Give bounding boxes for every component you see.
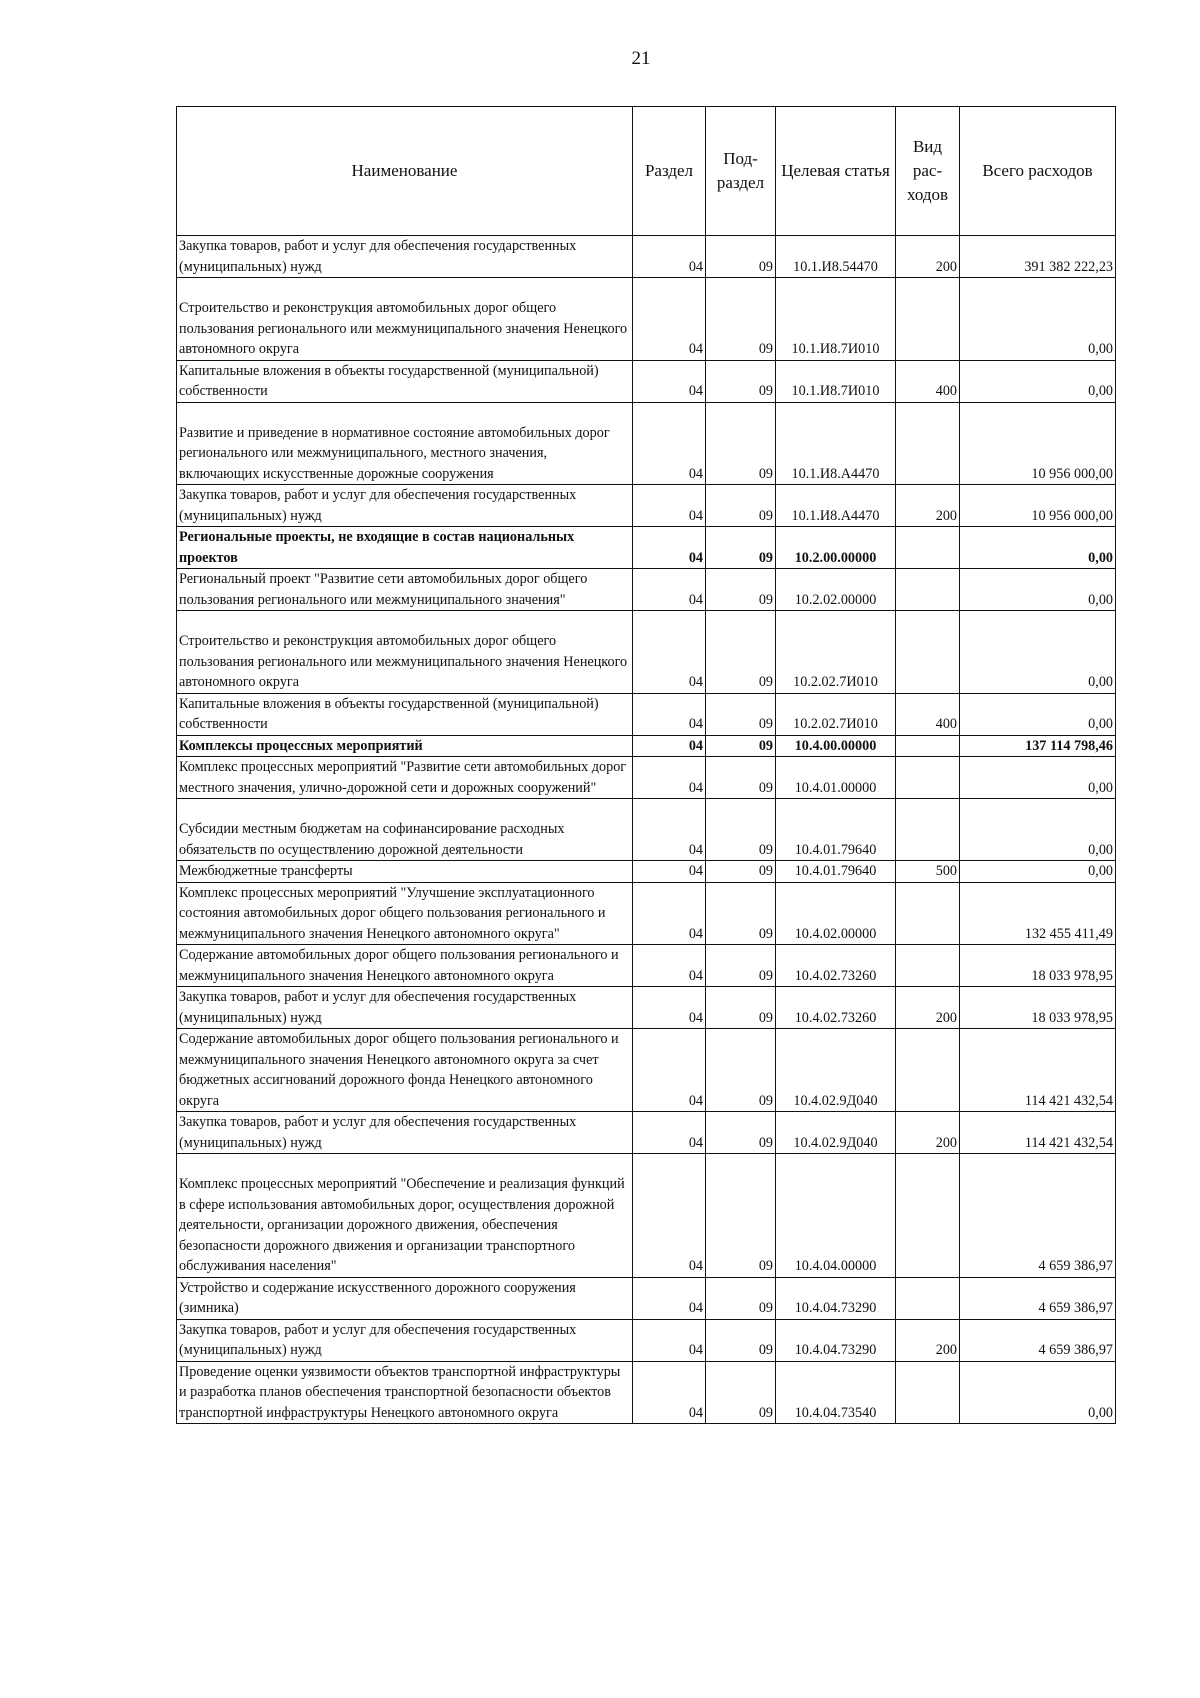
row-type (896, 569, 960, 611)
row-target: 10.4.02.9Д040 (776, 1029, 896, 1112)
row-target: 10.4.02.73260 (776, 987, 896, 1029)
row-type (896, 1029, 960, 1112)
table-row (177, 1029, 1116, 1112)
row-type (896, 1361, 960, 1424)
row-subsection: 09 (706, 693, 776, 735)
row-name: Закупка товаров, работ и услуг для обеспечения государственных (муниципальных) нужд (177, 485, 633, 527)
row-section: 04 (633, 1112, 706, 1154)
row-subsection: 09 (706, 402, 776, 485)
row-total: 10 956 000,00 (960, 485, 1116, 527)
row-section: 04 (633, 485, 706, 527)
table-row (177, 485, 1116, 527)
row-subsection: 09 (706, 882, 776, 945)
row-target: 10.2.00.00000 (776, 527, 896, 569)
row-subsection: 09 (706, 278, 776, 361)
row-type (896, 527, 960, 569)
row-name: Комплексы процессных мероприятий (177, 735, 633, 757)
row-name: Комплекс процессных мероприятий "Улучшение эксплуатационного состояния автомобильных дорог общего пользования регионального и межмуниципального значения Ненецкого автономного округа" (177, 882, 633, 945)
row-total: 391 382 222,23 (960, 236, 1116, 278)
row-subsection: 09 (706, 757, 776, 799)
row-total: 0,00 (960, 799, 1116, 861)
row-subsection: 09 (706, 1319, 776, 1361)
row-name: Комплекс процессных мероприятий "Развитие сети автомобильных дорог местного значения, улично-дорожной сети и дорожных сооружений" (177, 757, 633, 799)
header-subsection: Под-раздел (706, 107, 776, 236)
row-type: 200 (896, 485, 960, 527)
row-total: 0,00 (960, 278, 1116, 361)
row-section: 04 (633, 278, 706, 361)
row-type: 400 (896, 693, 960, 735)
row-target: 10.4.01.79640 (776, 861, 896, 883)
table-row (177, 987, 1116, 1029)
row-target: 10.2.02.7И010 (776, 611, 896, 694)
row-section: 04 (633, 1277, 706, 1319)
row-total: 0,00 (960, 527, 1116, 569)
table-row (177, 402, 1116, 485)
row-subsection: 09 (706, 735, 776, 757)
row-name: Содержание автомобильных дорог общего пользования регионального и межмуниципального значения Ненецкого автономного округа за счет бюджетных ассигнований дорожного фонда Ненецкого автономного округа (177, 1029, 633, 1112)
row-section: 04 (633, 1319, 706, 1361)
row-subsection: 09 (706, 236, 776, 278)
row-name: Содержание автомобильных дорог общего пользования регионального и межмуниципального значения Ненецкого автономного округа (177, 945, 633, 987)
row-total: 132 455 411,49 (960, 882, 1116, 945)
row-type: 200 (896, 1319, 960, 1361)
header-name: Наименование (177, 107, 633, 236)
row-total: 114 421 432,54 (960, 1029, 1116, 1112)
row-target: 10.1.И8.54470 (776, 236, 896, 278)
row-type (896, 611, 960, 694)
row-name: Закупка товаров, работ и услуг для обеспечения государственных (муниципальных) нужд (177, 236, 633, 278)
row-name: Субсидии местным бюджетам на софинансирование расходных обязательств по осуществлению дорожной деятельности (177, 799, 633, 861)
row-section: 04 (633, 569, 706, 611)
table-row (177, 278, 1116, 361)
row-total: 4 659 386,97 (960, 1154, 1116, 1278)
row-name: Капитальные вложения в объекты государственной (муниципальной) собственности (177, 360, 633, 402)
row-section: 04 (633, 360, 706, 402)
table-row (177, 1112, 1116, 1154)
row-target: 10.1.И8.7И010 (776, 278, 896, 361)
row-total: 18 033 978,95 (960, 987, 1116, 1029)
row-name: Региональные проекты, не входящие в состав национальных проектов (177, 527, 633, 569)
table-row (177, 1319, 1116, 1361)
row-subsection: 09 (706, 527, 776, 569)
row-type (896, 1277, 960, 1319)
table-row (177, 611, 1116, 694)
row-name: Строительство и реконструкция автомобильных дорог общего пользования регионального или межмуниципального значения Ненецкого автономного округа (177, 611, 633, 694)
row-subsection: 09 (706, 861, 776, 883)
row-target: 10.4.00.00000 (776, 735, 896, 757)
row-type: 400 (896, 360, 960, 402)
row-total: 0,00 (960, 360, 1116, 402)
table-row (177, 882, 1116, 945)
row-type: 200 (896, 236, 960, 278)
row-total: 0,00 (960, 569, 1116, 611)
row-subsection: 09 (706, 360, 776, 402)
table-row (177, 527, 1116, 569)
row-target: 10.2.02.7И010 (776, 693, 896, 735)
row-target: 10.1.И8.7И010 (776, 360, 896, 402)
row-section: 04 (633, 1361, 706, 1424)
row-total: 0,00 (960, 861, 1116, 883)
header-target: Целевая статья (776, 107, 896, 236)
row-subsection: 09 (706, 1029, 776, 1112)
row-type: 500 (896, 861, 960, 883)
row-name: Закупка товаров, работ и услуг для обеспечения государственных (муниципальных) нужд (177, 987, 633, 1029)
row-total: 0,00 (960, 1361, 1116, 1424)
row-subsection: 09 (706, 611, 776, 694)
row-target: 10.4.04.00000 (776, 1154, 896, 1278)
table-row (177, 1361, 1116, 1424)
table-row (177, 945, 1116, 987)
row-total: 4 659 386,97 (960, 1277, 1116, 1319)
page-number: 21 (631, 48, 651, 69)
row-section: 04 (633, 611, 706, 694)
row-subsection: 09 (706, 569, 776, 611)
row-section: 04 (633, 527, 706, 569)
table-row (177, 799, 1116, 861)
row-type (896, 402, 960, 485)
row-name: Региональный проект "Развитие сети автомобильных дорог общего пользования регионального или межмуниципального значения" (177, 569, 633, 611)
row-name: Строительство и реконструкция автомобильных дорог общего пользования регионального или межмуниципального значения Ненецкого автономного округа (177, 278, 633, 361)
row-subsection: 09 (706, 1112, 776, 1154)
budget-table (176, 106, 1116, 1424)
table-row (177, 236, 1116, 278)
row-name: Закупка товаров, работ и услуг для обеспечения государственных (муниципальных) нужд (177, 1112, 633, 1154)
row-subsection: 09 (706, 1154, 776, 1278)
row-target: 10.4.04.73540 (776, 1361, 896, 1424)
row-target: 10.1.И8.А4470 (776, 402, 896, 485)
table-row (177, 757, 1116, 799)
row-section: 04 (633, 987, 706, 1029)
row-section: 04 (633, 757, 706, 799)
row-section: 04 (633, 735, 706, 757)
row-section: 04 (633, 1154, 706, 1278)
table-row (177, 861, 1116, 883)
row-target: 10.1.И8.А4470 (776, 485, 896, 527)
row-total: 0,00 (960, 611, 1116, 694)
row-type (896, 1154, 960, 1278)
row-section: 04 (633, 1029, 706, 1112)
row-subsection: 09 (706, 485, 776, 527)
header-type: Вид рас-ходов (896, 107, 960, 236)
row-section: 04 (633, 945, 706, 987)
row-subsection: 09 (706, 1277, 776, 1319)
row-subsection: 09 (706, 799, 776, 861)
table-row (177, 569, 1116, 611)
row-name: Устройство и содержание искусственного дорожного сооружения (зимника) (177, 1277, 633, 1319)
table-row (177, 1277, 1116, 1319)
header-total: Всего расходов (960, 107, 1116, 236)
row-subsection: 09 (706, 945, 776, 987)
row-total: 4 659 386,97 (960, 1319, 1116, 1361)
row-section: 04 (633, 861, 706, 883)
row-target: 10.4.02.73260 (776, 945, 896, 987)
row-type (896, 882, 960, 945)
row-type: 200 (896, 987, 960, 1029)
row-type (896, 735, 960, 757)
row-type (896, 799, 960, 861)
row-name: Закупка товаров, работ и услуг для обеспечения государственных (муниципальных) нужд (177, 1319, 633, 1361)
row-target: 10.4.01.79640 (776, 799, 896, 861)
row-target: 10.4.02.9Д040 (776, 1112, 896, 1154)
row-name: Развитие и приведение в нормативное состояние автомобильных дорог регионального или межмуниципального, местного значения, включающих искусственные дорожные сооружения (177, 402, 633, 485)
row-name: Капитальные вложения в объекты государственной (муниципальной) собственности (177, 693, 633, 735)
row-section: 04 (633, 693, 706, 735)
table-row (177, 735, 1116, 757)
row-name: Межбюджетные трансферты (177, 861, 633, 883)
row-total: 0,00 (960, 693, 1116, 735)
row-name: Проведение оценки уязвимости объектов транспортной инфраструктуры и разработка планов обеспечения транспортной безопасности объектов транспортной инфраструктуры Ненецкого автономного округа (177, 1361, 633, 1424)
row-target: 10.2.02.00000 (776, 569, 896, 611)
row-name: Комплекс процессных мероприятий "Обеспечение и реализация функций в сфере использования автомобильных дорог, осуществления дорожной деятельности, организации дорожного движения, обеспечения безопасности дорожного движения и организации транспортного обслуживания населения" (177, 1154, 633, 1278)
row-subsection: 09 (706, 1361, 776, 1424)
table-row (177, 693, 1116, 735)
table-row (177, 1154, 1116, 1278)
row-total: 10 956 000,00 (960, 402, 1116, 485)
header-section: Раздел (633, 107, 706, 236)
row-section: 04 (633, 799, 706, 861)
row-section: 04 (633, 236, 706, 278)
row-section: 04 (633, 402, 706, 485)
row-total: 114 421 432,54 (960, 1112, 1116, 1154)
table-header-row (177, 107, 1116, 236)
table-row (177, 360, 1116, 402)
row-total: 0,00 (960, 757, 1116, 799)
row-type (896, 278, 960, 361)
row-type (896, 757, 960, 799)
row-target: 10.4.02.00000 (776, 882, 896, 945)
row-subsection: 09 (706, 987, 776, 1029)
row-total: 18 033 978,95 (960, 945, 1116, 987)
row-target: 10.4.01.00000 (776, 757, 896, 799)
row-section: 04 (633, 882, 706, 945)
row-type: 200 (896, 1112, 960, 1154)
row-type (896, 945, 960, 987)
row-target: 10.4.04.73290 (776, 1277, 896, 1319)
row-total: 137 114 798,46 (960, 735, 1116, 757)
row-target: 10.4.04.73290 (776, 1319, 896, 1361)
